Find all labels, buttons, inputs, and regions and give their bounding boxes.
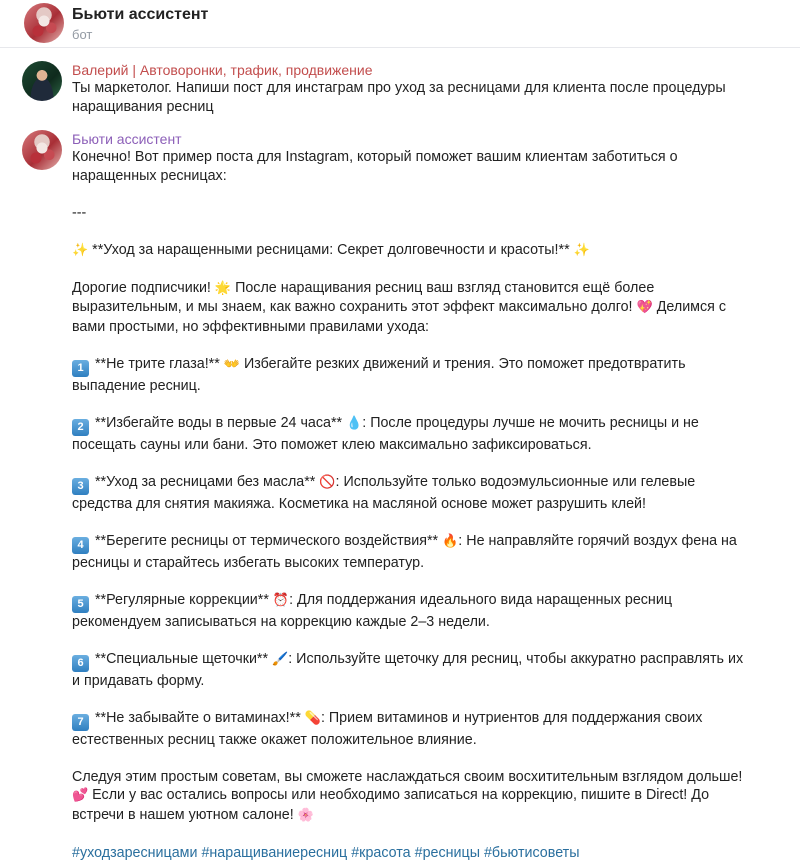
closing-paragraph: Следуя этим простым советам, вы сможете наслаждаться своим восхитительным взглядом дольше! 💕 Если у вас остались вопросы или необходимо записаться на коррекцию, пишите в Direct! До встречи в нашем уютном салоне! 🌸 [72,768,782,826]
two-hearts-icon: 💕 [72,788,88,803]
sparkles-icon: ✨ [574,243,590,258]
chat-subtitle: бот [72,27,92,42]
post-headline: ✨ **Уход за наращенными ресницами: Секрет долговечности и красоты!** ✨ [72,241,782,261]
message-text: Ты маркетолог. Напиши пост для инстаграм про уход за ресницами для клиента после процедуры наращивания ресниц [72,79,782,116]
hashtag-link[interactable]: #ресницы [415,845,480,861]
sparkles-icon: ✨ [72,243,88,258]
hashtags [72,844,782,862]
chat-title[interactable]: Бьюти ассистент [72,6,208,24]
hashtag-link[interactable]: #уходзаресницами [72,845,197,861]
message-author[interactable]: Бьюти ассистент [72,130,182,148]
separator: --- [72,204,782,223]
message-author[interactable]: Валерий | Автоворонки, трафик, продвижение [72,61,373,79]
keycap-5-icon: 5 [72,596,89,613]
keycap-3-icon: 3 [72,478,89,495]
tip-4: 4 **Берегите ресницы от термического воздействия** 🔥: Не направляйте горячий воздух фена на ресницы и старайтесь избегать высоких температур. [72,532,782,573]
keycap-7-icon: 7 [72,714,89,731]
open-hands-icon: 👐 [224,357,240,372]
tip-6: 6 **Специальные щеточки** 🖌️: Используйте щеточку для ресниц, чтобы аккуратно расправлять их и придавать форму. [72,650,782,691]
hashtag-link[interactable]: #бьютисоветы [484,845,580,861]
keycap-4-icon: 4 [72,537,89,554]
prohibited-icon: 🚫 [319,475,335,490]
chat-header [0,0,800,48]
keycap-1-icon: 1 [72,360,89,377]
hashtag-link[interactable]: #наращиваниересниц [201,845,347,861]
message-text: Конечно! Вот пример поста для Instagram, который поможет вашим клиентам заботиться о наращенных ресницах: --- ✨ **Уход за наращенными ресницами: Секрет долговечности и красоты!** ✨ Дорогие подписчики! 🌟 После наращивания ресниц ваш взгляд становится ещё более выразительным, и мы знаем, как важно сохранить этот эффект максимально долго! 💖 Делимся с вами простыми, но эффективными правилами ухода: 1 **Не трите глаза!** 👐 Избегайте резких движений и трения. Это поможет предотвратить выпадение ресниц. 2 **Избегайте воды в первые 24 часа** 💧: После процедуры лучше не мочить ресницы и не посещать сауны или бани. Это поможет клею максимально зафиксироваться. 3 **Уход за ресницами без масла** 🚫: Используйте только водоэмульсионные или гелевые средства для снятия макияжа. Косметика на масляной основе может разрушить клей! 4 **Берегите ресницы от термического воздействия** 🔥: Не направляйте горячий воздух фена на ресницы и старайтесь избегать высоких температур. 5 **Регулярные коррекции** ⏰: Для поддержания идеального вида наращенных ресниц рекомендуем записываться на коррекцию каждые 2–3 недели. 6 **Специальные щеточки** 🖌️: Используйте щеточку для ресниц, чтобы аккуратно расправлять их и придавать форму. 7 **Не забывайте о витаминах!** 💊: Прием витаминов и нутриентов для поддержания своих естественных ресниц также окажет положительное влияние. Следуя этим простым советам, вы сможете наслаждаться своим восхитительным взглядом дольше! 💕 Если у вас остались вопросы или необходимо записаться на коррекцию, пишите в Direct! До встречи в нашем уютном салоне! 🌸 #уходзаресницами #наращиваниересниц #красота #ресницы #бьютисоветы [72,148,782,862]
user-avatar[interactable] [22,61,62,101]
pill-icon: 💊 [305,711,321,726]
bot-avatar[interactable] [24,3,64,43]
tip-3: 3 **Уход за ресницами без масла** 🚫: Используйте только водоэмульсионные или гелевые средства для снятия макияжа. Косметика на масляной основе может разрушить клей! [72,473,782,514]
bot-avatar[interactable] [22,130,62,170]
greeting-paragraph: Дорогие подписчики! 🌟 После наращивания ресниц ваш взгляд становится ещё более выразительным, и мы знаем, как важно сохранить этот эффект максимально долго! 💖 Делимся с вами простыми, но эффективными правилами ухода: [72,279,782,337]
hashtag-link[interactable]: #красота [351,845,410,861]
tip-1: 1 **Не трите глаза!** 👐 Избегайте резких движений и трения. Это поможет предотвратить выпадение ресниц. [72,355,782,396]
tip-5: 5 **Регулярные коррекции** ⏰: Для поддержания идеального вида наращенных ресниц рекомендуем записываться на коррекцию каждые 2–3 недели. [72,591,782,632]
tip-7: 7 **Не забывайте о витаминах!** 💊: Прием витаминов и нутриентов для поддержания своих естественных ресниц также окажет положительное влияние. [72,709,782,750]
droplet-icon: 💧 [346,416,362,431]
fire-icon: 🔥 [442,534,458,549]
cherry-blossom-icon: 🌸 [298,808,314,823]
keycap-6-icon: 6 [72,655,89,672]
sparkling-heart-icon: 💖 [637,300,653,315]
paintbrush-icon: 🖌️ [272,652,288,667]
keycap-2-icon: 2 [72,419,89,436]
star-icon: 🌟 [215,281,231,296]
alarm-clock-icon: ⏰ [273,593,289,608]
tip-2: 2 **Избегайте воды в первые 24 часа** 💧: После процедуры лучше не мочить ресницы и не посещать сауны или бани. Это поможет клею максимально зафиксироваться. [72,414,782,455]
